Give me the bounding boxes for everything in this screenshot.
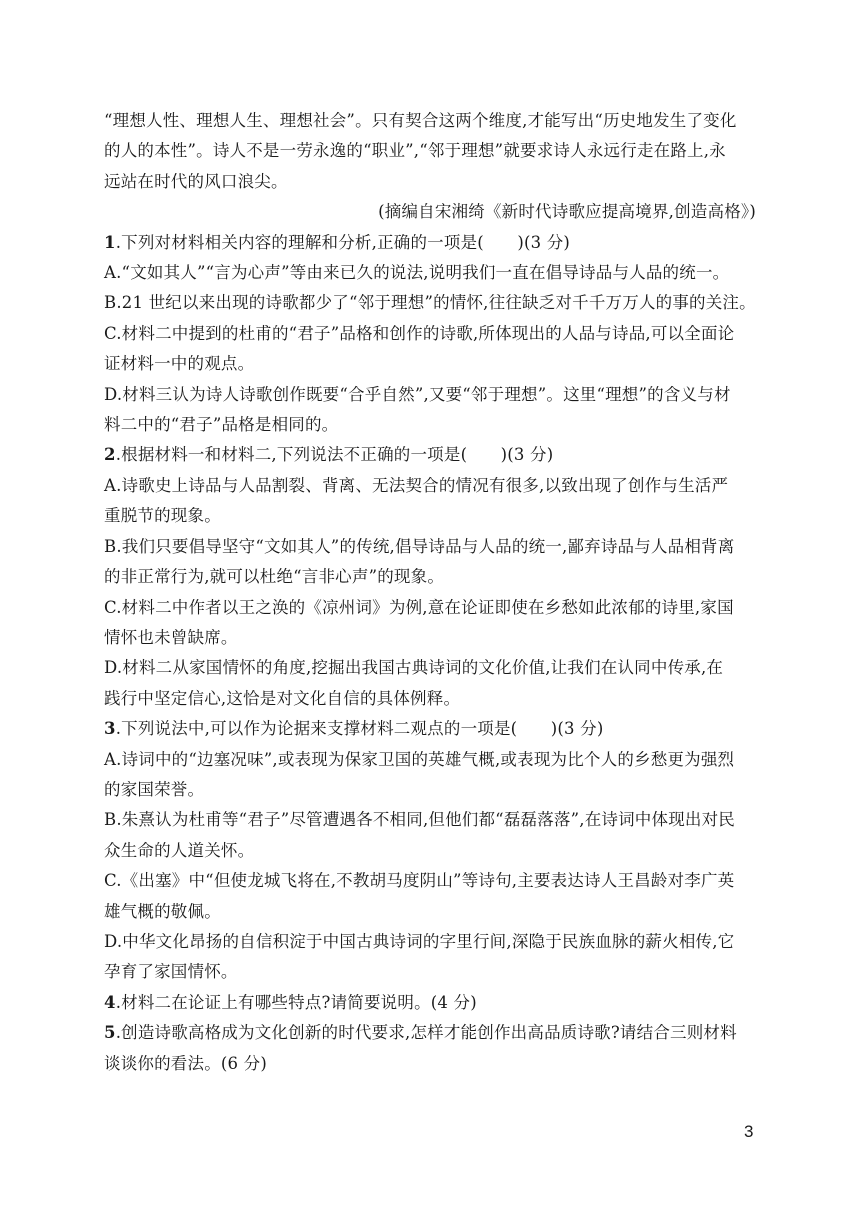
- question-3-stem: [104, 714, 760, 744]
- option-line: 重脱节的现象。: [104, 506, 221, 526]
- option-line: 孕育了家国情怀。: [104, 962, 238, 982]
- option-line: D.中华文化昂扬的自信积淀于中国古典诗词的字里行间,深隐于民族血脉的薪火相传,它: [104, 931, 735, 951]
- option-line: C.材料二中作者以王之涣的《凉州词》为例,意在论证即使在乡愁如此浓郁的诗里,家国: [104, 597, 734, 617]
- question-number: 5: [104, 1023, 116, 1043]
- option-line: C.材料二中提到的杜甫的“君子”品格和创作的诗歌,所体现出的人品与诗品,可以全面论: [104, 323, 735, 343]
- question-number: 1: [104, 232, 116, 252]
- question-text: .下列说法中,可以作为论据来支撑材料二观点的一项是( )(3 分): [115, 719, 604, 739]
- option-line: 情怀也未曾缺席。: [104, 627, 238, 647]
- question-4-stem: [104, 988, 760, 1018]
- option-line: 的非正常行为,就可以杜绝“言非心声”的现象。: [104, 567, 445, 587]
- question-text: .下列对材料相关内容的理解和分析,正确的一项是( )(3 分): [115, 232, 571, 252]
- question-1-stem: [104, 228, 760, 258]
- question-5-stem: [104, 1018, 760, 1048]
- option-line: 众生命的人道关怀。: [104, 840, 255, 860]
- question-text: .根据材料一和材料二,下列说法不正确的一项是( )(3 分): [115, 445, 554, 465]
- option-line: 证材料一中的观点。: [104, 354, 255, 374]
- intro-line: 远站在时代的风口浪尖。: [104, 171, 288, 191]
- option-line: B.我们只要倡导坚守“文如其人”的传统,倡导诗品与人品的统一,鄙弃诗品与人品相背离: [104, 536, 735, 556]
- document-page: [104, 106, 760, 1079]
- option-line: 的家国荣誉。: [104, 779, 205, 799]
- option-line: C.《出塞》中“但使龙城飞将在,不教胡马度阴山”等诗句,主要表达诗人王昌龄对李广英: [104, 871, 735, 891]
- option-line: B.朱熹认为杜甫等“君子”尽管遭遇各不相同,但他们都“磊磊落落”,在诗词中体现出对民: [104, 810, 736, 830]
- question-number: 3: [104, 719, 116, 739]
- option-line: 践行中坚定信心,这恰是对文化自信的具体例释。: [104, 688, 461, 708]
- option-line: A.诗歌史上诗品与人品割裂、背离、无法契合的情况有很多,以致出现了创作与生活严: [104, 475, 729, 495]
- option-line: D.材料二从家国情怀的角度,挖掘出我国古典诗词的文化价值,让我们在认同中传承,在: [104, 658, 724, 678]
- question-2-stem: [104, 440, 760, 470]
- option-line: 谈谈你的看法。(6 分): [104, 1053, 268, 1073]
- option-line: A.诗词中的“边塞况味”,或表现为保家卫国的英雄气概,或表现为比个人的乡愁更为强烈: [104, 749, 735, 769]
- intro-line: 的人的本性”。诗人不是一劳永逸的“职业”,“邻于理想”就要求诗人永远行走在路上,永: [104, 141, 726, 161]
- option-line: B.21 世纪以来出现的诗歌都少了“邻于理想”的情怀,往往缺乏对千千万万人的事的关注。: [104, 293, 756, 313]
- option-line: 雄气概的敬佩。: [104, 901, 221, 921]
- question-number: 4: [104, 992, 116, 1012]
- question-text: .创造诗歌高格成为文化创新的时代要求,怎样才能创作出高品质诗歌?请结合三则材料: [115, 1023, 737, 1043]
- question-text: .材料二在论证上有哪些特点?请简要说明。(4 分): [115, 992, 477, 1012]
- option-line: 料二中的“君子”品格是相同的。: [104, 415, 339, 435]
- intro-line: “理想人性、理想人生、理想社会”。只有契合这两个维度,才能写出“历史地发生了变化: [104, 111, 737, 130]
- option-line: D.材料三认为诗人诗歌创作既要“合乎自然”,又要“邻于理想”。这里“理想”的含义与材: [104, 384, 731, 404]
- question-number: 2: [104, 445, 116, 465]
- option-line: A.“文如其人”“言为心声”等由来已久的说法,说明我们一直在倡导诗品与人品的统一。: [104, 263, 730, 283]
- page-number: 3: [744, 1122, 754, 1141]
- source-citation: (摘编自宋湘绮《新时代诗歌应提高境界,创造高格》): [378, 202, 756, 222]
